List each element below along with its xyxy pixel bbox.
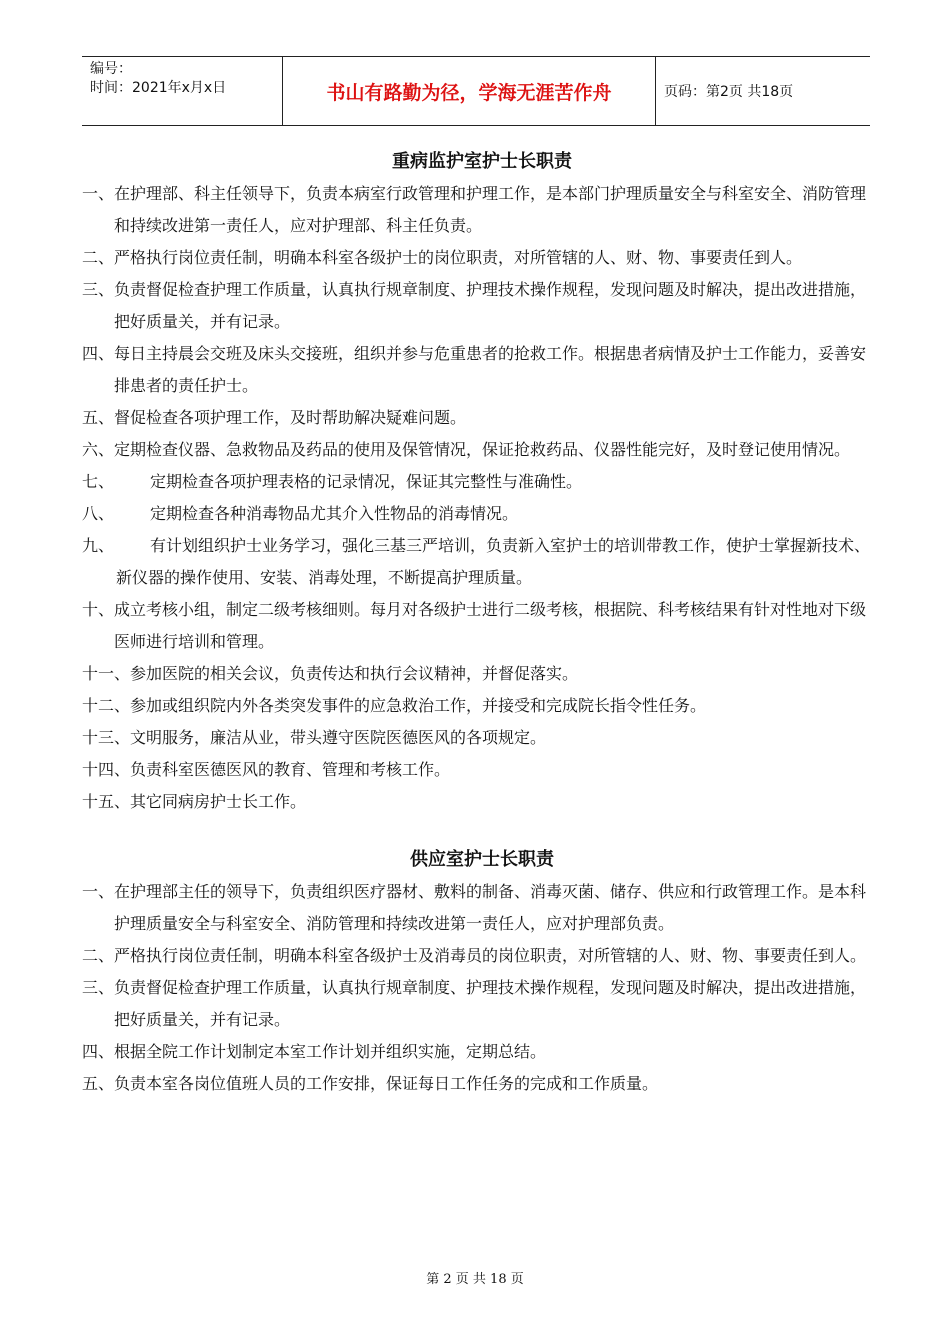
item-text: 定期检查各种消毒物品尤其介入性物品的消毒情况。 [150, 504, 519, 523]
item-number: 十二、 [82, 696, 131, 715]
list-item [82, 402, 882, 434]
list-item [82, 940, 882, 972]
item-number: 二、 [82, 248, 115, 267]
item-number: 八、 [82, 504, 115, 523]
item-number: 十五、 [82, 792, 131, 811]
item-text: 督促检查各项护理工作，及时帮助解决疑难问题。 [114, 408, 467, 427]
item-number: 五、 [82, 408, 115, 427]
item-text: 严格执行岗位责任制，明确本科室各级护士的岗位职责，对所管辖的人、财、物、事要责任到人。 [114, 248, 803, 267]
list-item [82, 1036, 882, 1068]
list-item [82, 498, 882, 530]
list-item [82, 274, 882, 338]
page-header [82, 56, 870, 126]
list-item [82, 972, 882, 1036]
item-text: 其它同病房护士长工作。 [130, 792, 307, 811]
list-item [82, 466, 882, 498]
document-meta [82, 57, 282, 125]
list-item [82, 690, 882, 722]
item-text: 参加医院的相关会议，负责传达和执行会议精神，并督促落实。 [130, 664, 579, 683]
item-number: 十、 [82, 600, 115, 619]
list-item [82, 178, 882, 242]
list-item [82, 722, 882, 754]
item-text: 负责督促检查护理工作质量，认真执行规章制度、护理技术操作规程，发现问题及时解决，提出改进措施，把好质量关，并有记录。 [114, 978, 867, 1029]
item-number: 三、 [82, 978, 115, 997]
list-item [82, 594, 882, 658]
page-footer: 第 2 页 共 18 页 [426, 1272, 524, 1287]
document-date: 时间：2021年x月x日 [90, 80, 227, 96]
item-text: 文明服务，廉洁从业，带头遵守医院医德医风的各项规定。 [130, 728, 547, 747]
document-number: 编号： [90, 61, 132, 77]
item-text: 每日主持晨会交班及床头交接班，组织并参与危重患者的抢救工作。根据患者病情及护士工作能力，妥善安排患者的责任护士。 [114, 344, 867, 395]
list-item [82, 754, 882, 786]
item-number: 一、 [82, 882, 115, 901]
item-number: 七、 [82, 472, 115, 491]
item-number: 九、 [82, 536, 115, 555]
item-number: 十一、 [82, 664, 131, 683]
list-item [82, 434, 882, 466]
item-text: 定期检查各项护理表格的记录情况，保证其完整性与准确性。 [150, 472, 583, 491]
item-number: 二、 [82, 946, 115, 965]
list-item [82, 876, 882, 940]
motto: 书山有路勤为径，学海无涯苦作舟 [282, 57, 656, 125]
item-number: 六、 [82, 440, 115, 459]
item-text: 根据全院工作计划制定本室工作计划并组织实施，定期总结。 [114, 1042, 547, 1061]
section-title-supply: 供应室护士长职责 [410, 849, 554, 870]
duty-list-supply [82, 876, 882, 1100]
item-text: 负责督促检查护理工作质量，认真执行规章制度、护理技术操作规程，发现问题及时解决，提出改进措施，把好质量关，并有记录。 [114, 280, 867, 331]
item-text: 在护理部、科主任领导下，负责本病室行政管理和护理工作，是本部门护理质量安全与科室安全、消防管理和持续改进第一责任人，应对护理部、科主任负责。 [114, 184, 867, 235]
item-number: 十三、 [82, 728, 131, 747]
item-text: 在护理部主任的领导下，负责组织医疗器材、敷料的制备、消毒灭菌、储存、供应和行政管理工作。是本科护理质量安全与科室安全、消防管理和持续改进第一责任人，应对护理部负责。 [114, 882, 867, 933]
item-number: 四、 [82, 1042, 115, 1061]
list-item [82, 530, 882, 594]
item-text: 负责本室各岗位值班人员的工作安排，保证每日工作任务的完成和工作质量。 [114, 1074, 659, 1093]
page-info: 页码：第2页 共18页 [664, 84, 794, 100]
item-text: 成立考核小组，制定二级考核细则。每月对各级护士进行二级考核，根据院、科考核结果有针对性地对下级医师进行培训和管理。 [114, 600, 867, 651]
item-number: 一、 [82, 184, 115, 203]
item-number: 十四、 [82, 760, 131, 779]
list-item [82, 242, 882, 274]
document-body [82, 146, 882, 1100]
list-item [82, 338, 882, 402]
item-number: 四、 [82, 344, 115, 363]
list-item [82, 786, 882, 818]
item-text: 有计划组织护士业务学习，强化三基三严培训，负责新入室护士的培训带教工作，使护士掌握新技术、新仪器的操作使用、安装、消毒处理，不断提高护理质量。 [116, 536, 871, 587]
item-text: 参加或组织院内外各类突发事件的应急救治工作，并接受和完成院长指令性任务。 [130, 696, 707, 715]
duty-list-icu [82, 178, 882, 818]
item-number: 五、 [82, 1074, 115, 1093]
item-number: 三、 [82, 280, 115, 299]
item-text: 负责科室医德医风的教育、管理和考核工作。 [130, 760, 451, 779]
section-title-icu: 重病监护室护士长职责 [392, 151, 572, 172]
list-item [82, 658, 882, 690]
list-item [82, 1068, 882, 1100]
item-text: 定期检查仪器、急救物品及药品的使用及保管情况，保证抢救药品、仪器性能完好，及时登记使用情况。 [114, 440, 851, 459]
item-text: 严格执行岗位责任制，明确本科室各级护士及消毒员的岗位职责，对所管辖的人、财、物、事要责任到人。 [114, 946, 867, 965]
